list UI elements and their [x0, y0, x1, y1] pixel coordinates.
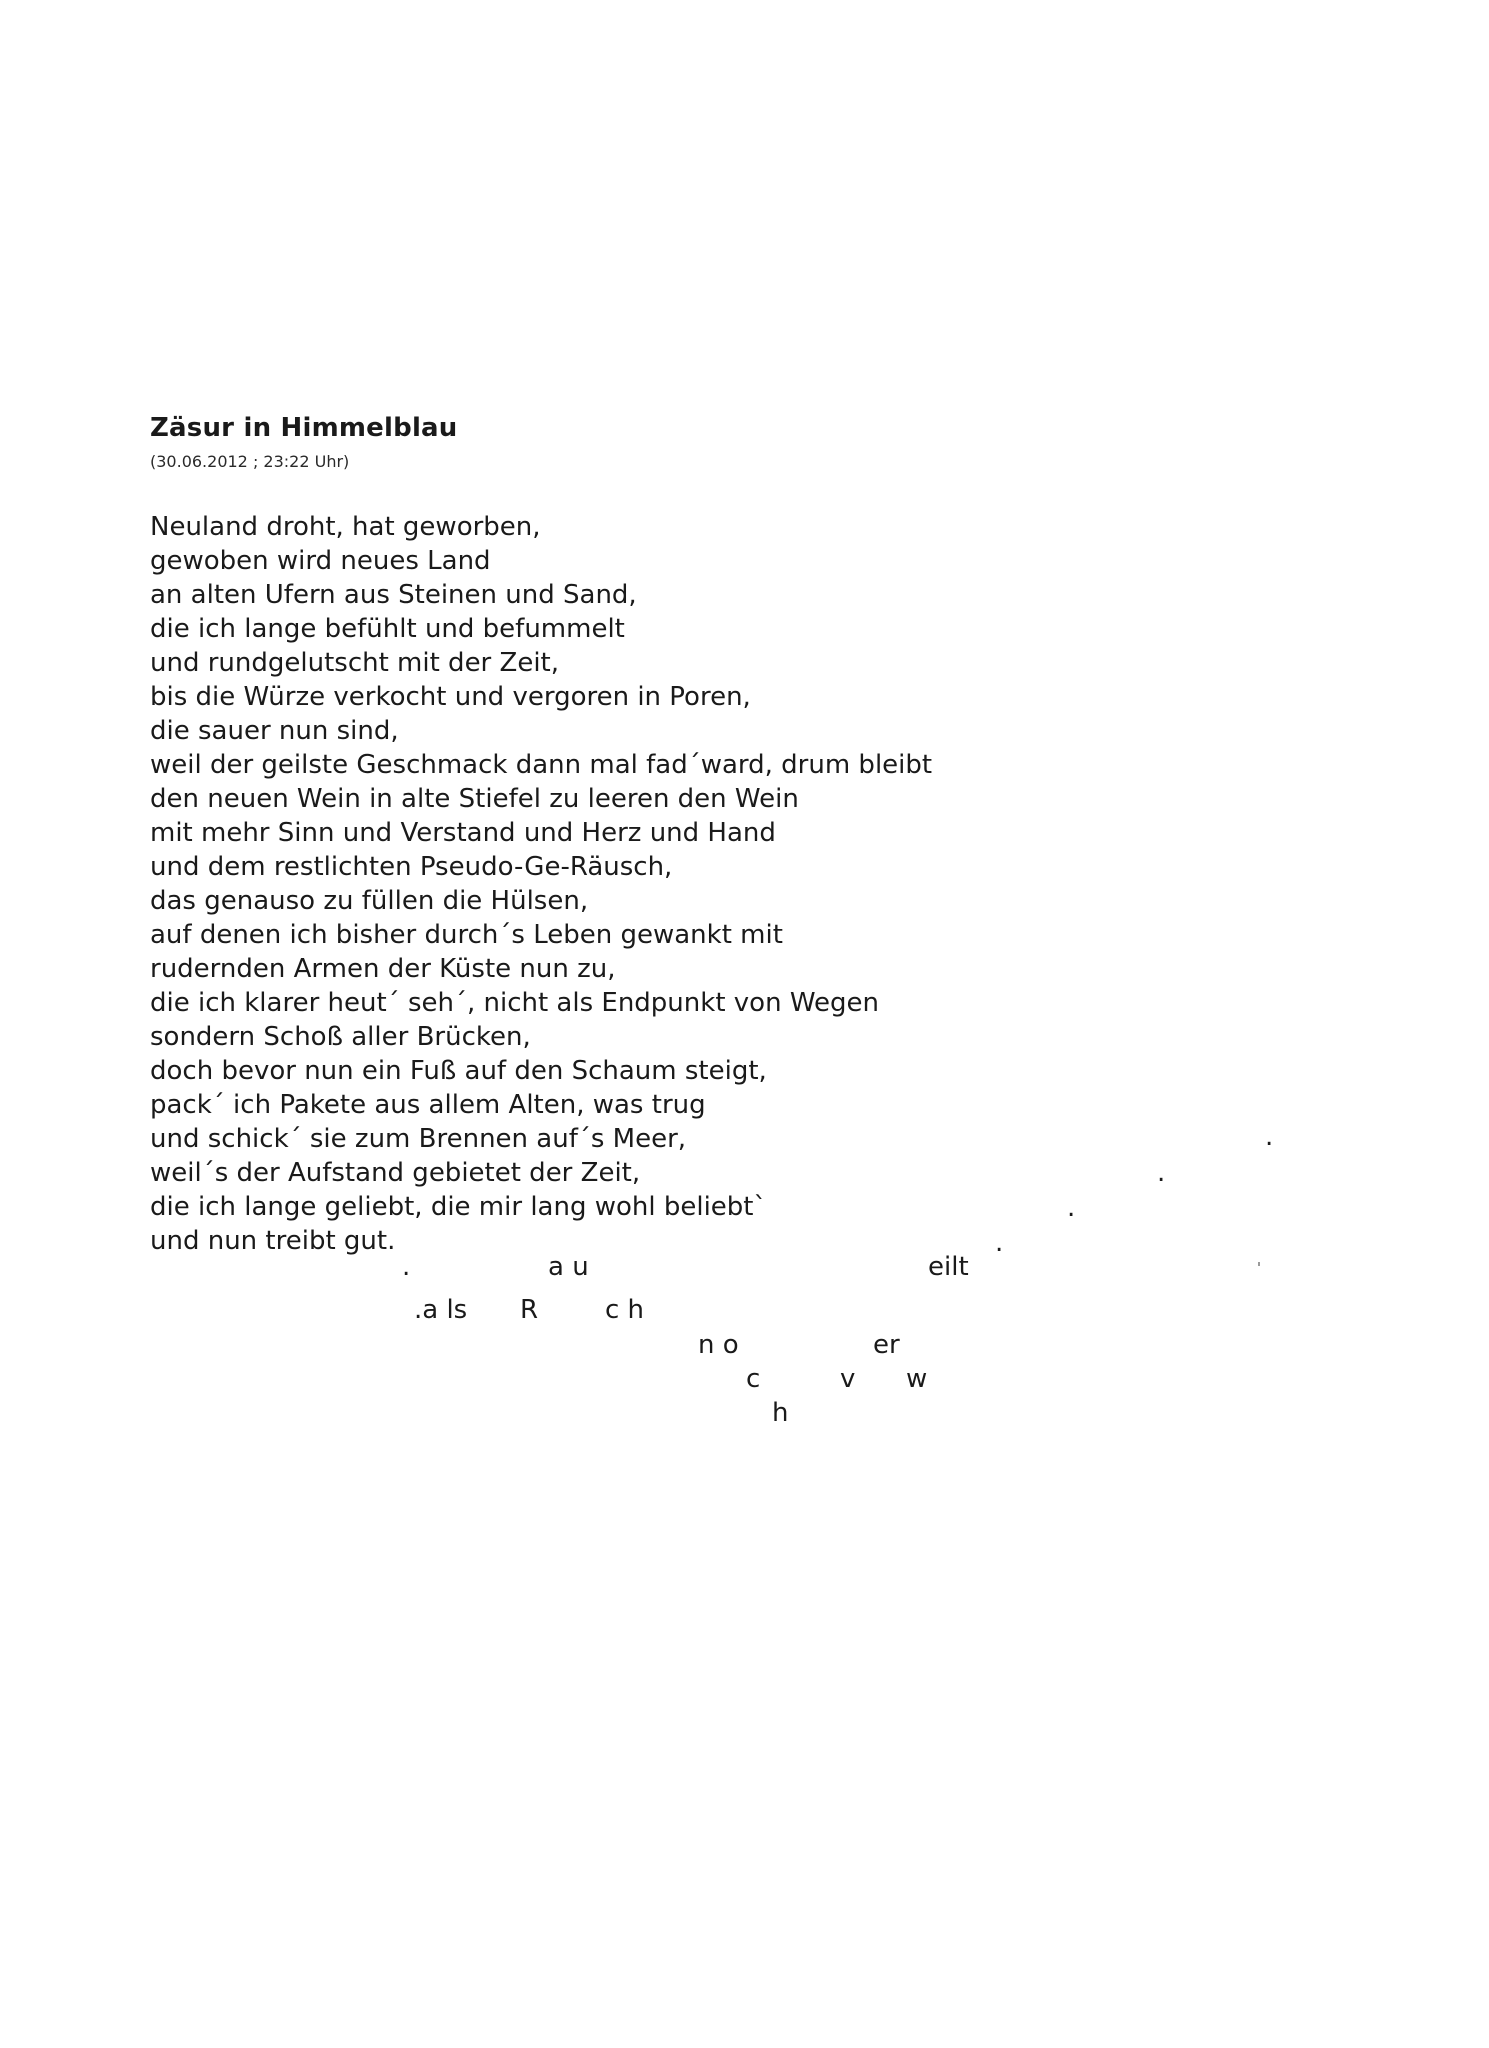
scattered-dot: .: [402, 1252, 411, 1282]
poem-line: und dem restlichten Pseudo-Ge-Räusch,: [150, 852, 673, 882]
poem-line: sondern Schoß aller Brücken,: [150, 1022, 531, 1052]
scattered-letters-au: a u: [548, 1252, 589, 1282]
poem-line: und schick´ sie zum Brennen auf´s Meer,: [150, 1124, 687, 1154]
poem-line: die ich lange befühlt und befummelt: [150, 614, 625, 644]
poem-line: pack´ ich Pakete aus allem Alten, was trug: [150, 1090, 706, 1120]
poem-line: mit mehr Sinn und Verstand und Herz und Hand: [150, 818, 776, 848]
scattered-letter-h: h: [772, 1398, 789, 1428]
poem-line: weil´s der Aufstand gebietet der Zeit,: [150, 1158, 641, 1188]
poem-date: (30.06.2012 ; 23:22 Uhr): [150, 452, 350, 471]
scattered-letters-no: n o: [698, 1330, 739, 1360]
poem-line: die ich lange geliebt, die mir lang wohl beliebt`: [150, 1192, 767, 1222]
scattered-dot: .: [1265, 1122, 1274, 1152]
poem-line: und nun treibt gut.: [150, 1226, 396, 1256]
scattered-letter-r: R: [520, 1295, 539, 1325]
scattered-letter-w: w: [906, 1364, 928, 1394]
scattered-word-eilt: eilt: [928, 1252, 969, 1282]
poem-line: die sauer nun sind,: [150, 716, 399, 746]
scattered-letter-c: c: [746, 1364, 761, 1394]
poem-line: an alten Ufern aus Steinen und Sand,: [150, 580, 637, 610]
scattered-letters-als: .a ls: [414, 1295, 468, 1325]
scattered-dot: .: [1157, 1158, 1166, 1188]
poem-line: Neuland droht, hat geworben,: [150, 512, 541, 542]
poem-line: die ich klarer heut´ seh´, nicht als Endpunkt von Wegen: [150, 988, 879, 1018]
poem-line: bis die Würze verkocht und vergoren in Poren,: [150, 682, 751, 712]
scattered-letters-ch: c h: [605, 1295, 645, 1325]
scattered-letters-er: er: [873, 1330, 900, 1360]
poem-line: und rundgelutscht mit der Zeit,: [150, 648, 560, 678]
scan-speck: [1258, 1262, 1260, 1266]
poem-line: doch bevor nun ein Fuß auf den Schaum steigt,: [150, 1056, 767, 1086]
poem-line: den neuen Wein in alte Stiefel zu leeren den Wein: [150, 784, 799, 814]
poem-line: das genauso zu füllen die Hülsen,: [150, 886, 589, 916]
scattered-letter-v: v: [840, 1364, 856, 1394]
poem-title: Zäsur in Himmelblau: [150, 413, 458, 443]
poem-line: weil der geilste Geschmack dann mal fad´ward, drum bleibt: [150, 750, 933, 780]
poem-body: [150, 510, 932, 1258]
scattered-dot: .: [995, 1228, 1004, 1258]
poem-line: gewoben wird neues Land: [150, 546, 491, 576]
scattered-dot: .: [1067, 1193, 1076, 1223]
poem-line: auf denen ich bisher durch´s Leben gewankt mit: [150, 920, 783, 950]
poem-line: rudernden Armen der Küste nun zu,: [150, 954, 616, 984]
